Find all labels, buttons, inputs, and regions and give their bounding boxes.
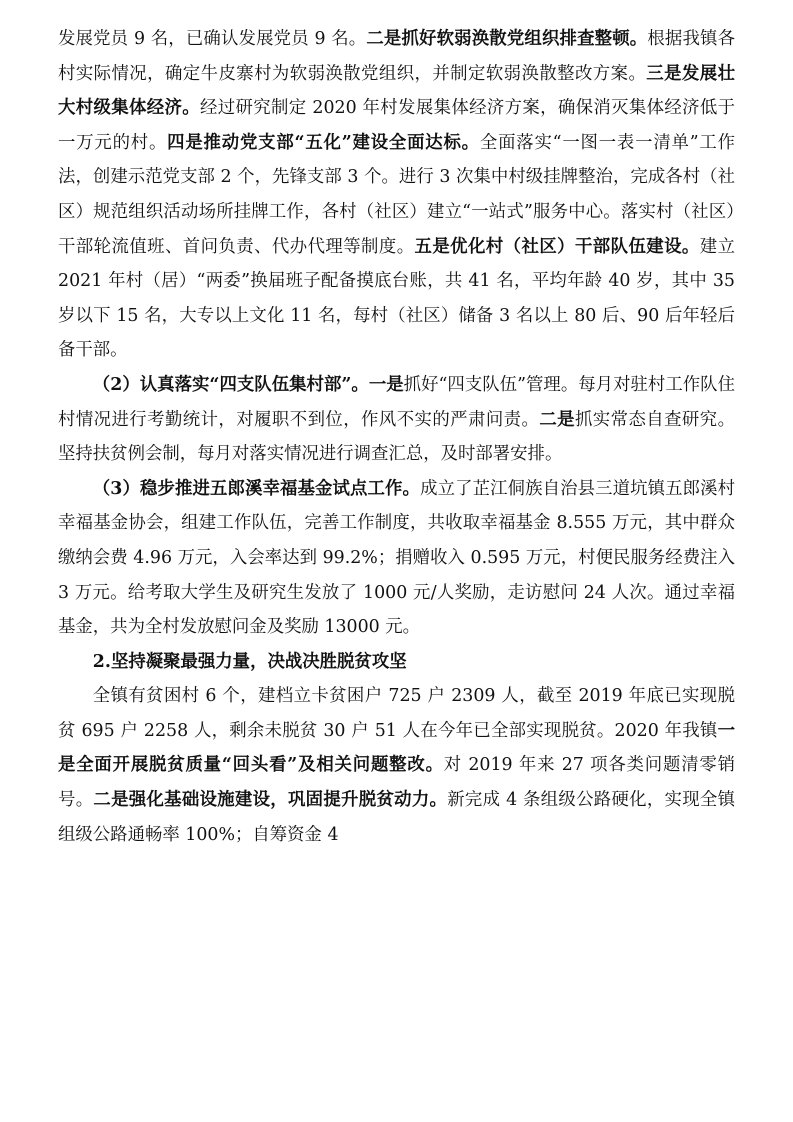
paragraph-four-teams — [58, 368, 735, 472]
bold-heading-run: 四是推动党支部“五化”建设全面达标。 — [167, 132, 480, 153]
text-run: 对 2019 年来 27 项各类问题清零销号。 — [58, 755, 736, 811]
text-run: 根据我镇各村实际情况，确定牛皮寨村为软弱涣散党组织，并制定软弱涣散整改方案。 — [58, 29, 735, 84]
bold-heading-run: 三是发展壮大村级集体经济。 — [58, 63, 735, 119]
bold-heading-run: （3）稳步推进五郎溪幸福基金试点工作。 — [92, 478, 421, 499]
section-heading-text: 2.坚持凝聚最强力量，决战决胜脱贫攻坚 — [92, 651, 407, 672]
paragraph-happiness-fund — [58, 472, 735, 645]
bold-heading-run: 二是抓好软弱涣散党组织排查整顿。 — [366, 29, 648, 49]
text-run: 发展党员 9 名，已确认发展党员 9 名。 — [58, 29, 367, 49]
text-run: 经过研究制定 2020 年村发展集体经济方案，确保消灭集体经济低于一万元的村。 — [58, 98, 735, 153]
bold-heading-run: （2）认真落实“四支队伍集村部”。一是 — [92, 374, 404, 395]
bold-heading-run: 二是强化基础设施建设，巩固提升脱贫动力。 — [93, 790, 448, 811]
paragraph-party-building — [58, 22, 735, 368]
text-run: 全面落实“一图一表一清单”工作法，创建示范党支部 2 个，先锋支部 3 个。进行 3 次集中村级挂牌整治，完成各村（社区）规范组织活动场所挂牌工作，各村（社区）建立“一站式”服务中心。落实村（社区）干部轮流值班、首问负责、代办代理等制度。 — [58, 132, 735, 257]
bold-heading-run: 一是全面开展脱贫质量“回头看”及相关问题整改。 — [58, 720, 735, 776]
paragraph-poverty-stats — [58, 679, 735, 852]
text-run: 成立了芷江侗族自治县三道坑镇五郎溪村幸福基金协会，组建工作队伍，完善工作制度，共收取幸福基金 8.555 万元，其中群众缴纳会费 4.96 万元，入会率达到 99.2%；捐赠收入 0.595 万元，村便民服务经费注入 3 万元。给考取大学生及研究生发放了 1000 元/人奖励，走访慰问 24 人次。通过幸福基金，共为全村发放慰问金及奖励 13000 元。 — [58, 478, 735, 638]
text-run: 新完成 4 条组级公路硬化，实现全镇组级公路通畅率 100%；自筹资金 4 — [58, 790, 735, 845]
text-run: 建立 2021 年村（居）“两委”换届班子配备摸底台账，共 41 名，平均年龄 40 岁，其中 35 岁以下 15 名，大专以上文化 11 名，每村（社区）储备 3 名以上 80 后、90 后年轻后备干部。 — [58, 236, 735, 361]
text-run: 全镇有贫困村 6 个，建档立卡贫困户 725 户 2309 人，截至 2019 年底已实现脱贫 695 户 2258 人，剩余未脱贫 30 户 51 人在今年已全部实现脱贫。2020 年我镇 — [58, 686, 735, 741]
text-run: 抓实常态自查研究。坚持扶贫例会制，每月对落实情况进行调查汇总，及时部署安排。 — [58, 409, 735, 465]
bold-heading-run: 五是优化村（社区）干部队伍建设。 — [414, 236, 700, 257]
bold-heading-run: 二是 — [539, 409, 575, 430]
section-heading-poverty-alleviation — [58, 645, 735, 680]
text-run: 抓好“四支队伍”管理。每月对驻村工作队住村情况进行考勤统计，对履职不到位，作风不实的严肃问责。 — [58, 374, 735, 430]
